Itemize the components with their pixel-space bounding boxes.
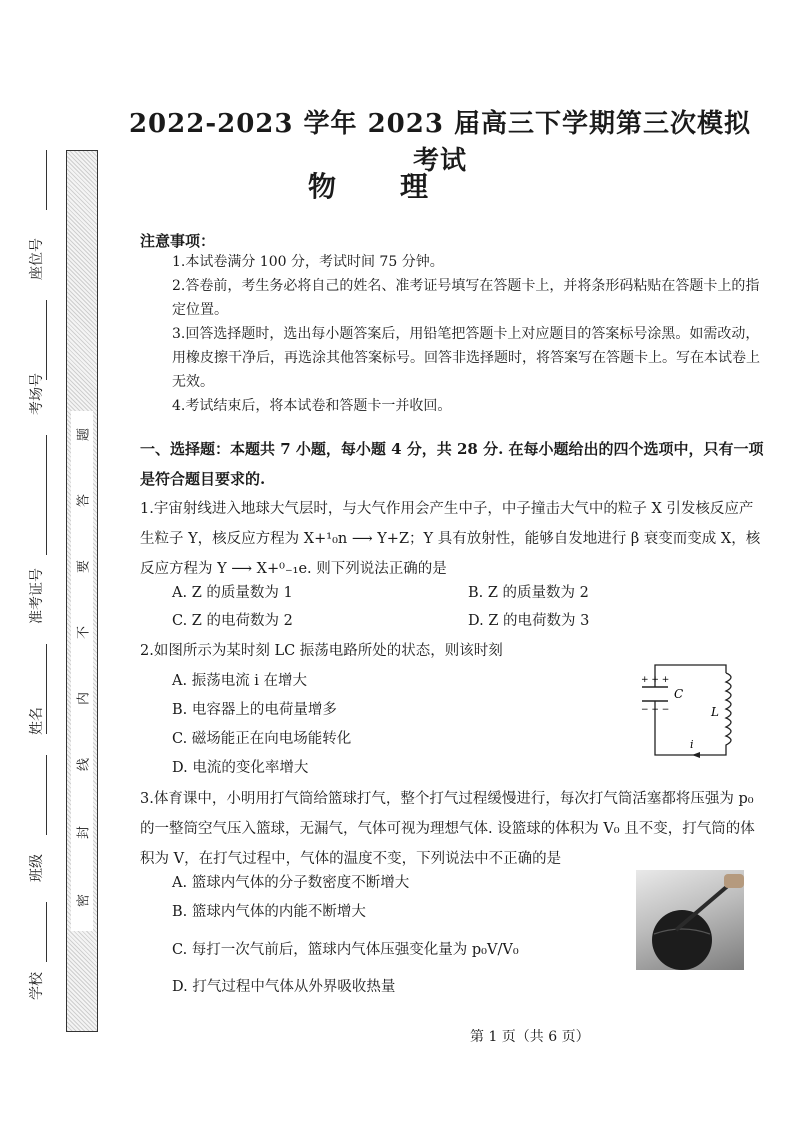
basketball-shape [652,910,712,970]
inductor-label: L [711,705,719,719]
seal-char: 内 [76,692,92,706]
seal-char: 封 [76,826,92,840]
page-number: 第 1 页（共 6 页） [470,1029,590,1045]
q2-option-a: A. 振荡电流 i 在增大 [172,673,308,689]
seal-char: 不 [76,626,92,640]
admission-number-label: 准考证号 [29,568,45,624]
seal-char: 答 [76,494,92,508]
seal-char: 密 [76,894,92,908]
lc-circuit-diagram [628,655,748,767]
seal-char: 线 [76,758,92,772]
seal-line-text-area [71,411,93,931]
notice-item: 2.答卷前，考生务必将自己的姓名、准考证号填写在答题卡上，并将条形码粘贴在答题卡上的指定位置。 [172,278,760,318]
minus-charges: − − − [641,705,670,715]
q3-option-b: B. 篮球内气体的内能不断增大 [172,904,366,920]
q3-option-a: A. 篮球内气体的分子数密度不断增大 [172,875,410,891]
school-label: 学校 [29,972,45,1000]
question-2-stem: 2.如图所示为某时刻 LC 振荡电路所处的状态，则该时刻 [140,643,503,659]
current-label: i [690,738,694,751]
question-3-stem: 3.体育课中，小明用打气筒给篮球打气，整个打气过程缓慢进行，每次打气筒活塞都将压强为 p₀ 的一整筒空气压入篮球，无漏气，气体可视为理想气体. 设篮球的体积为 V₀ 且不变，打气筒的体积为 V，在打气过程中，气体的温度不变，下列说法中不正确的是 [140,791,755,867]
q2-option-b: B. 电容器上的电荷量增多 [172,702,337,718]
question-1-stem: 1.宇宙射线进入地球大气层时，与大气作用会产生中子，中子撞击大气中的粒子 X 引发核反应产生粒子 Y，核反应方程为 X+¹₀n ⟶ Y+Z；Y 具有放射性，能够自发地进行 β 衰变而变成 X，核反应方程为 Y ⟶ X+⁰₋₁e. 则下列说法正确的是 [140,501,761,577]
seat-number-label: 座位号 [29,238,45,280]
notice-item: 3.回答选择题时，选出每小题答案后，用铅笔把答题卡上对应题目的答案标号涂黑。如需改动，用橡皮擦干净后，再选涂其他答案标号。回答非选择题时，将答案写在答题卡上。写在本试卷上无效。 [172,326,760,390]
capacitor-label: C [674,687,684,701]
inductor-coil [726,673,731,747]
q1-option-a: A. Z 的质量数为 1 [172,585,293,601]
basketball-pump-photo [636,870,744,970]
q3-option-c: C. 每打一次气前后，篮球内气体压强变化量为 p₀V/V₀ [172,942,519,958]
exam-title: 2022-2023 学年 2023 届高三下学期第三次模拟考试 [128,109,752,176]
class-label: 班级 [29,854,45,882]
seal-char: 要 [76,560,92,574]
q2-option-c: C. 磁场能正在向电场能转化 [172,731,352,747]
section-heading: 一、选择题：本题共 7 小题，每小题 4 分，共 28 分. 在每小题给出的四个选项中，只有一项是符合题目要求的. [140,440,764,488]
notice-item: 4.考试结束后，将本试卷和答题卡一并收回。 [172,398,452,414]
q1-option-c: C. Z 的电荷数为 2 [172,613,293,629]
notice-item: 1.本试卷满分 100 分，考试时间 75 分钟。 [172,254,444,270]
notice-heading: 注意事项： [140,232,216,250]
seal-char: 题 [76,428,92,442]
name-label: 姓名 [29,707,45,735]
plus-charges: + + + [641,675,670,685]
subject-title: 物理 [307,170,492,203]
exam-room-label: 考场号 [29,373,45,415]
seal-line-strip [66,150,98,1032]
q2-option-d: D. 电流的变化率增大 [172,760,309,776]
current-arrow-icon [692,752,700,758]
q1-option-b: B. Z 的质量数为 2 [468,585,589,601]
q1-option-d: D. Z 的电荷数为 3 [468,613,590,629]
q3-option-d: D. 打气过程中气体从外界吸收热量 [172,979,396,995]
hand-shape [724,874,744,888]
